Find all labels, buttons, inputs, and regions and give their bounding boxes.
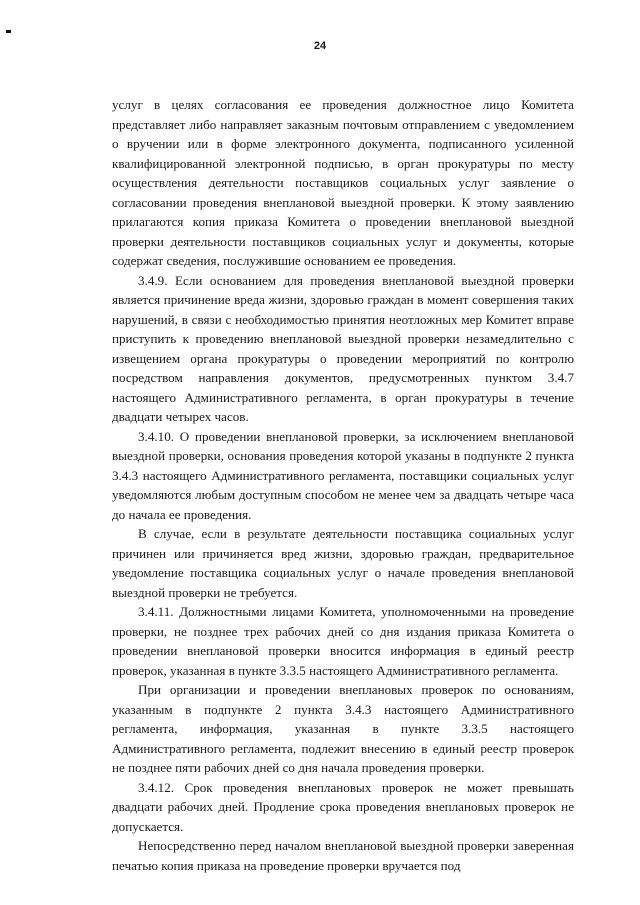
- paragraph-3-4-11: 3.4.11. Должностными лицами Комитета, уполномоченными на проведение проверки, не позднее трех рабочих дней со дня издания приказа Комитета о проведении внеплановой проверки вносится информация в единый реестр проверок, указанная в пункте 3.3.5 настоящего Административного регламента.: [112, 604, 574, 678]
- page-number: 24: [313, 40, 327, 52]
- scan-mark: [6, 30, 11, 33]
- paragraph-continuation: услуг в целях согласования ее проведения должностное лицо Комитета представляет либо направляет заказным почтовым отправлением с уведомлением о вручении или в форме электронного документа, подписанного усиленной квалифицированной электронной подписью, в орган прокуратуры по месту осуществления деятельности поставщиков социальных услуг заявление о согласовании проведения внеплановой выездной проверки. К этому заявлению прилагаются копия приказа Комитета о проведении внеплановой выездной проверки деятельности поставщиков социальных услуг и документы, которые содержат сведения, послужившие основанием ее проведения.: [112, 97, 574, 268]
- document-body: [112, 95, 574, 875]
- paragraph-order-delivery: Непосредственно перед началом внеплановой выездной проверки заверенная печатью копия приказа на проведение проверки вручается под: [112, 838, 574, 873]
- paragraph-harm-case: В случае, если в результате деятельности поставщика социальных услуг причинен или причиняется вред жизни, здоровью граждан, предварительное уведомление поставщика социальных услуг о начале проведения внеплановой выездной проверки не требуется.: [112, 526, 574, 600]
- paragraph-3-4-12: 3.4.12. Срок проведения внеплановых проверок не может превышать двадцати рабочих дней. Продление срока проведения внеплановых проверок не допускается.: [112, 779, 574, 834]
- paragraph-registry-deadline: При организации и проведении внеплановых проверок по основаниям, указанным в подпункте 2 пункта 3.4.3 настоящего Административного регламента, информация, указанная в пункте 3.3.5 настоящего Административного регламента, подлежит внесению в единый реестр проверок не позднее пяти рабочих дней со дня начала проведения проверки.: [112, 682, 574, 775]
- paragraph-3-4-10: 3.4.10. О проведении внеплановой проверки, за исключением внеплановой выездной проверки, основания проведения которой указаны в подпункте 2 пункта 3.4.3 настоящего Административного регламента, поставщики социальных услуг уведомляются любым доступным способом не менее чем за двадцать четыре часа до начала ее проведения.: [112, 428, 574, 522]
- paragraph-3-4-9: 3.4.9. Если основанием для проведения внеплановой выездной проверки является причинение вреда жизни, здоровью граждан в момент совершения таких нарушений, в связи с необходимостью принятия неотложных мер Комитет вправе приступить к проведению внеплановой выездной проверки незамедлительно с извещением органа прокуратуры о проведении мероприятий по контролю посредством направления документов, предусмотренных пунктом 3.4.7 настоящего Административного регламента, в орган прокуратуры в течение двадцати четырех часов.: [112, 272, 574, 424]
